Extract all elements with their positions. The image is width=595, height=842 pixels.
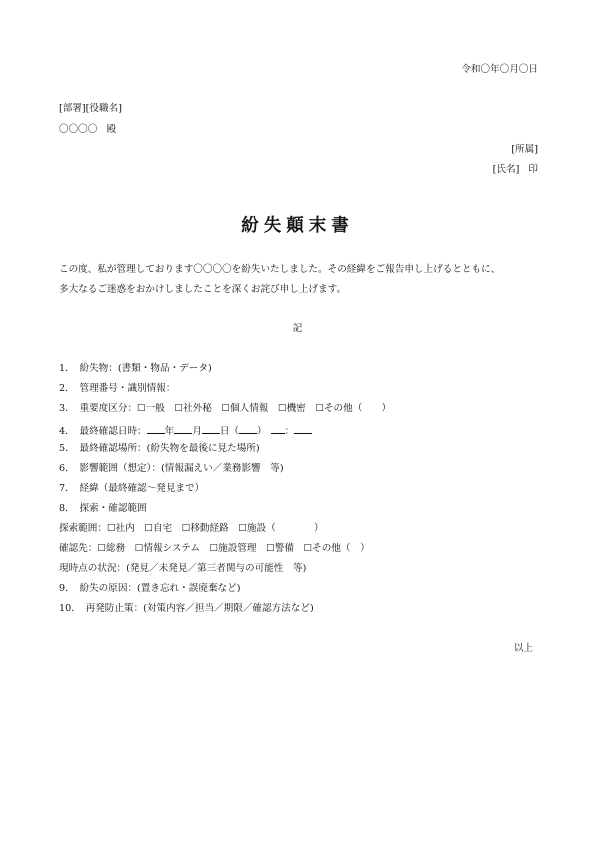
hour-blank [271, 423, 285, 434]
weekday-close: ） [257, 426, 267, 437]
month-blank [174, 423, 192, 434]
current-status: 現時点の状況：(発見／未発見／第三者関与の可能性 等) [59, 563, 307, 574]
search-range: 探索範囲：☐社内 ☐自宅 ☐移動経路 ☐施設（ ） [59, 523, 324, 534]
day-unit: 日（ [219, 426, 240, 437]
sender-line [493, 164, 538, 176]
intro-line-1: この度、私が管理しております〇〇〇〇を紛失いたしました。その経緯をご報告申し上げるとともに、 [59, 264, 501, 275]
intro-line-2: 多大なるご迷惑をおかけしましたことを深くお詫び申し上げます。 [59, 284, 347, 295]
month-unit: 月 [192, 426, 202, 437]
recipient-department: [部署][役職名] [59, 103, 122, 114]
item-5: 5． 最終確認場所：(紛失物を最後に見た場所) [59, 443, 260, 454]
item-7: 7． 経緯（最終確認～発見まで） [59, 483, 205, 494]
year-unit: 年 [164, 426, 175, 437]
seal-mark: 印 [528, 164, 538, 175]
item-8: 8． 探索・確認範囲 [59, 503, 147, 514]
item-10: 10． 再発防止策：(対策内容／担当／期限／確認方法など) [59, 603, 314, 614]
item-4-label: 4． 最終確認日時： [59, 426, 147, 437]
recipient-line [59, 124, 116, 136]
sender-name: [氏名] [492, 164, 520, 175]
item-3: 3． 重要度区分：☐一般 ☐社外秘 ☐個人情報 ☐機密 ☐その他（ ） [59, 403, 392, 414]
item-9: 9． 紛失の原因：(置き忘れ・誤廃棄など) [59, 583, 241, 594]
minute-blank [294, 423, 312, 434]
sender-affiliation: [所属] [511, 144, 538, 155]
closing-mark: 以上 [513, 643, 533, 654]
time-separator: ： [284, 426, 295, 437]
document-date: 令和〇年〇月〇日 [461, 64, 538, 75]
recipient-name: 〇〇〇〇 [59, 124, 98, 135]
day-blank [202, 423, 220, 434]
item-4 [59, 423, 312, 438]
item-1: 1． 紛失物：(書類・物品・データ) [59, 363, 212, 374]
item-6: 6． 影響範囲（想定）：(情報漏えい／業務影響 等) [59, 463, 284, 474]
recipient-honorific: 殿 [106, 124, 117, 135]
contacts-checked: 確認先：☐総務 ☐情報システム ☐施設管理 ☐警備 ☐その他（ ） [59, 543, 370, 554]
year-blank [147, 423, 165, 434]
document-title: 紛失顛末書 [241, 216, 354, 236]
item-2: 2． 管理番号・識別情報： [59, 383, 176, 394]
weekday-blank [239, 423, 257, 434]
ki-heading: 記 [292, 323, 303, 334]
